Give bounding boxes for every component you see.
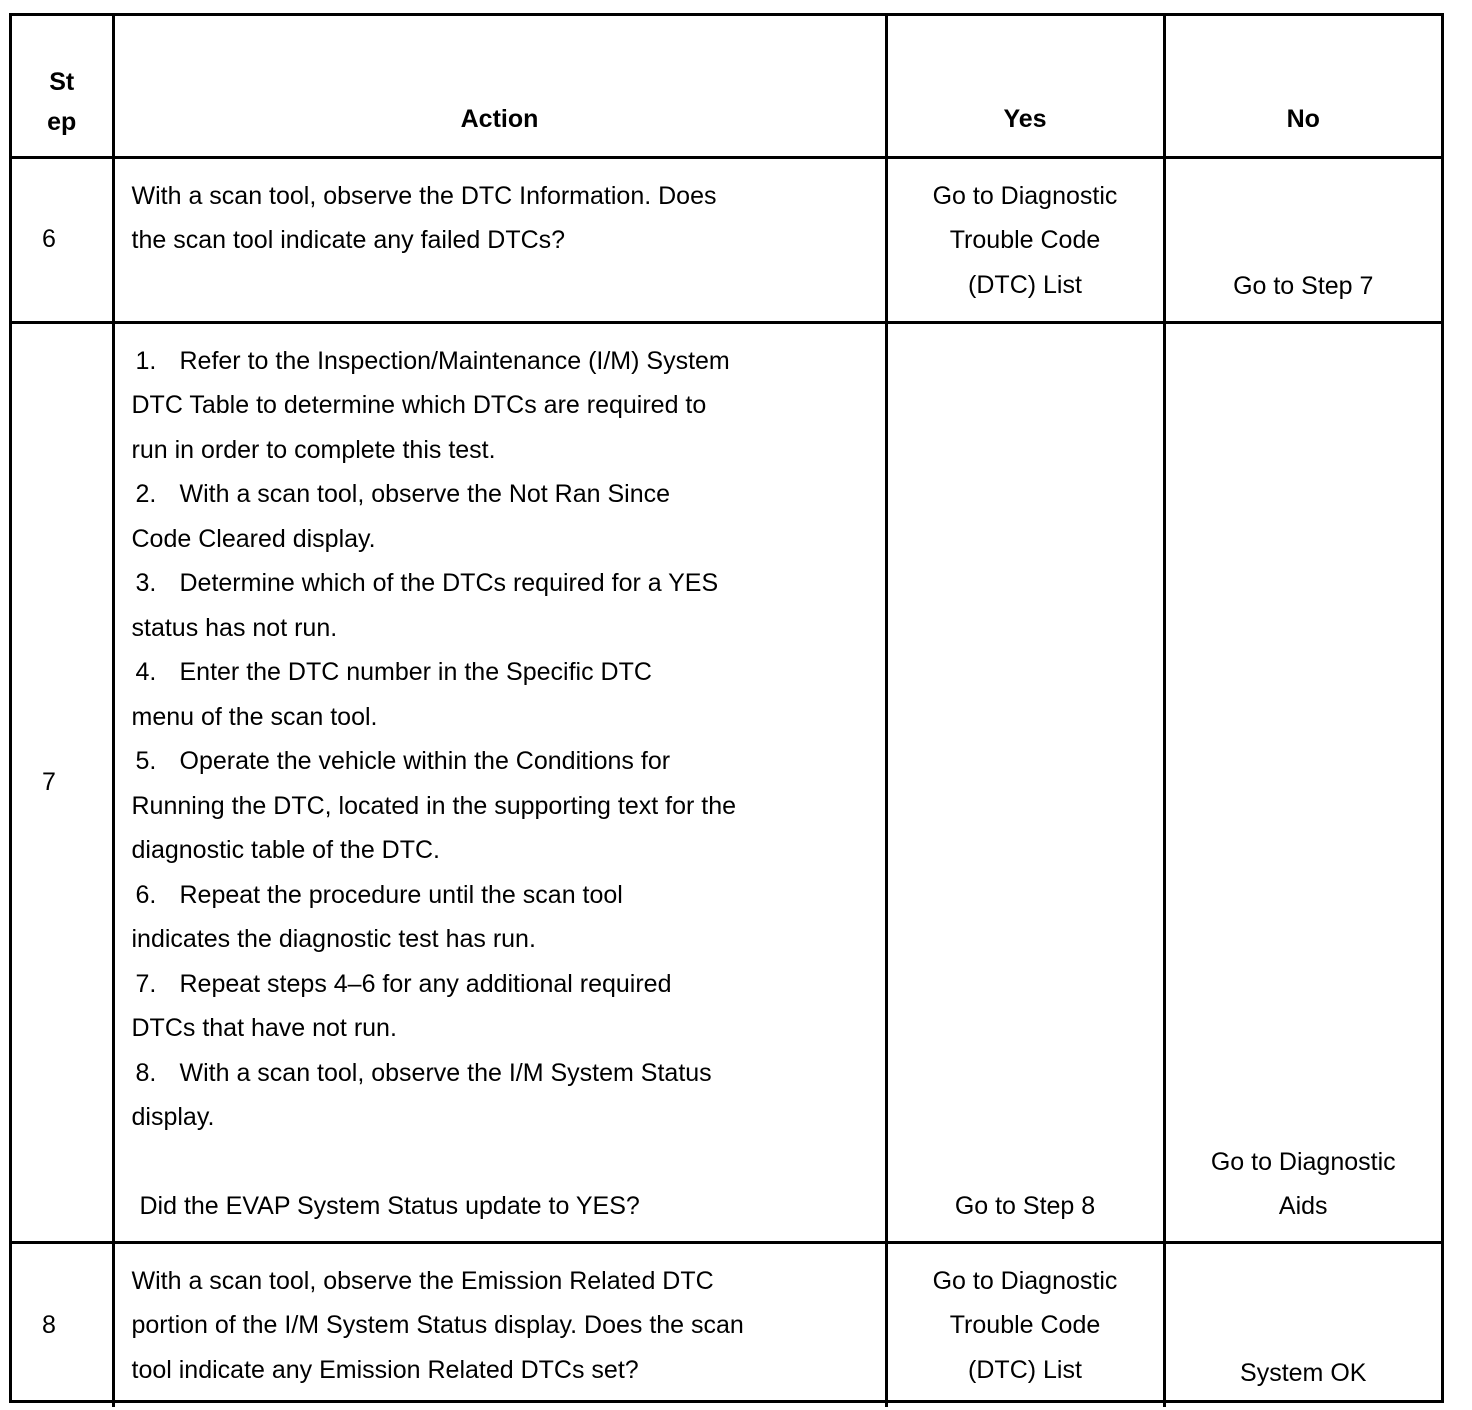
list-item-text: Repeat the procedure until the scan tool [179, 880, 623, 909]
yes-line: Trouble Code [949, 1311, 1101, 1339]
header-action: Action [113, 16, 886, 157]
action-line: portion of the I/M System Status display. Does the scan [131, 1311, 744, 1339]
list-item [132, 962, 871, 1051]
diagnostic-table-grid [12, 16, 1441, 1407]
question-text: Did the EVAP System Status update to YES? [139, 1192, 640, 1220]
action-cell [113, 322, 886, 1242]
list-item-number: 4. [135, 658, 157, 686]
no-line: Go to Diagnostic [1210, 1147, 1396, 1176]
step-number: 8 [12, 1242, 113, 1407]
action-cell [113, 157, 886, 322]
header-no: No [1164, 16, 1441, 157]
list-item-number: 3. [135, 569, 157, 597]
list-item-text: DTCs that have not run. [131, 1014, 397, 1042]
list-item-text: With a scan tool, observe the Not Ran Since [179, 480, 671, 508]
list-item-text: status has not run. [131, 613, 338, 642]
action-cell [113, 1242, 886, 1407]
header-step [12, 16, 113, 157]
list-item-text: Running the DTC, located in the supporting text for the [131, 791, 737, 820]
list-item-text: Determine which of the DTCs required for a YES [179, 569, 719, 597]
no-line: Aids [1278, 1192, 1328, 1220]
header-step-line2: ep [47, 107, 77, 136]
list-item-text: Operate the vehicle within the Conditions for [179, 747, 671, 775]
yes-line: Go to Diagnostic [932, 1266, 1118, 1295]
no-line: System OK [1240, 1358, 1367, 1387]
list-item-text: run in order to complete this test. [131, 435, 496, 464]
header-yes: Yes [886, 16, 1164, 157]
list-item-text: diagnostic table of the DTC. [131, 836, 440, 864]
action-line: the scan tool indicate any failed DTCs? [131, 226, 566, 254]
diagnostic-table [9, 13, 1444, 1403]
list-item [132, 339, 871, 473]
list-item [132, 739, 871, 873]
list-item-number: 7. [135, 969, 157, 998]
no-line: Go to Step 7 [1233, 272, 1374, 300]
list-item-text: menu of the scan tool. [131, 702, 378, 731]
header-step-line1: St [49, 67, 75, 96]
table-row [12, 322, 1441, 1242]
table-row [12, 157, 1441, 322]
list-item-text: display. [131, 1103, 215, 1131]
no-cell [1164, 1242, 1441, 1407]
list-item [132, 561, 871, 650]
list-item [132, 472, 871, 561]
list-item-number: 8. [135, 1058, 157, 1087]
no-cell [1164, 157, 1441, 322]
list-item-text: Enter the DTC number in the Specific DTC [179, 658, 652, 686]
yes-line: (DTC) List [968, 270, 1082, 299]
list-item-number: 6. [135, 880, 157, 909]
list-item-number: 1. [135, 346, 157, 375]
list-item-text: Repeat steps 4–6 for any additional required [179, 969, 672, 998]
table-row [12, 1242, 1441, 1407]
yes-line: Go to Step 8 [954, 1192, 1096, 1220]
list-item-text: indicates the diagnostic test has run. [131, 925, 536, 953]
action-line: With a scan tool, observe the DTC Information. Does [131, 181, 717, 210]
yes-line: Trouble Code [949, 226, 1101, 254]
no-cell [1164, 322, 1441, 1242]
step-number: 7 [12, 322, 113, 1242]
list-item-text: DTC Table to determine which DTCs are required to [131, 391, 707, 419]
yes-cell [886, 322, 1164, 1242]
list-item-text: Refer to the Inspection/Maintenance (I/M) System [179, 346, 730, 375]
action-line: With a scan tool, observe the Emission Related DTC [131, 1266, 714, 1295]
yes-line: Go to Diagnostic [932, 181, 1118, 210]
list-item-text: With a scan tool, observe the I/M System Status [179, 1058, 712, 1087]
list-item [132, 873, 871, 962]
yes-cell [886, 157, 1164, 322]
yes-cell [886, 1242, 1164, 1407]
list-item [132, 1051, 871, 1140]
list-item [132, 650, 871, 739]
step-number: 6 [12, 157, 113, 322]
action-line: tool indicate any Emission Related DTCs set? [131, 1355, 639, 1384]
list-item-number: 5. [135, 747, 157, 775]
list-item-text: Code Cleared display. [131, 524, 376, 553]
list-item-number: 2. [135, 480, 157, 508]
yes-line: (DTC) List [968, 1355, 1082, 1384]
header-row [12, 16, 1441, 157]
